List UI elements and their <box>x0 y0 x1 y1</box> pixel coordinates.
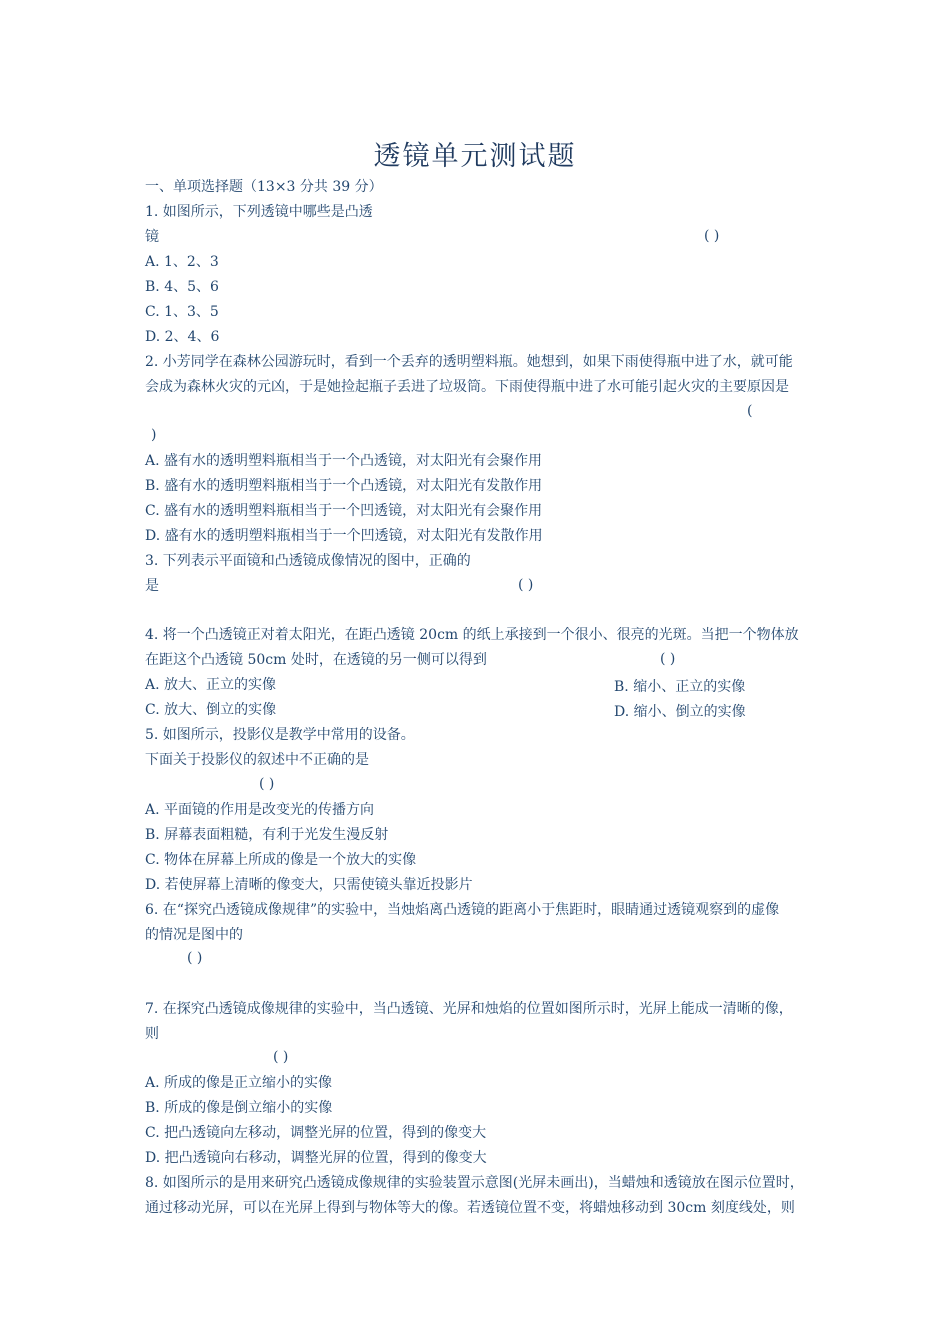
q7-option-b: B. 所成的像是倒立缩小的实像 <box>145 1100 333 1116</box>
q5-option-b: B. 屏幕表面粗糙，有利于光发生漫反射 <box>145 827 389 843</box>
q4-option-c: C. 放大、倒立的实像 <box>145 702 277 718</box>
q5-option-a: A. 平面镜的作用是改变光的传播方向 <box>145 802 375 818</box>
q1-stem: 1. 如图所示，下列透镜中哪些是凸透 <box>145 204 373 220</box>
q1-stem-cont: 镜 <box>145 229 159 245</box>
q3-stem: 3. 下列表示平面镜和凸透镜成像情况的图中，正确的 <box>145 553 471 569</box>
q2-option-d: D. 盛有水的透明塑料瓶相当于一个凹透镜，对太阳光有发散作用 <box>145 528 543 544</box>
q2-option-c: C. 盛有水的透明塑料瓶相当于一个凹透镜，对太阳光有会聚作用 <box>145 503 543 519</box>
q5-stem-line1: 5. 如图所示，投影仪是教学中常用的设备。 <box>145 727 415 743</box>
q5-option-c: C. 物体在屏幕上所成的像是一个放大的实像 <box>145 852 417 868</box>
q4-stem-line2: 在距这个凸透镜 50cm 处时，在透镜的另一侧可以得到 <box>145 652 487 668</box>
q1-option-c: C. 1、3、5 <box>145 304 219 320</box>
q7-stem-line1: 7. 在探究凸透镜成像规律的实验中，当凸透镜、光屏和烛焰的位置如图所示时，光屏上能成一清晰的像， <box>145 1001 793 1017</box>
q1-option-d: D. 2、4、6 <box>145 329 220 345</box>
q7-option-d: D. 把凸透镜向右移动，调整光屏的位置，得到的像变大 <box>145 1150 487 1166</box>
q4-option-b: B. 缩小、正立的实像 <box>614 679 746 695</box>
q1-answer-paren: ( ) <box>704 228 720 244</box>
q1-option-b: B. 4、5、6 <box>145 279 219 295</box>
q6-stem-line1: 6. 在“探究凸透镜成像规律”的实验中，当烛焰离凸透镜的距离小于焦距时，眼睛通过透镜观察到的虚像 <box>145 902 780 918</box>
q5-answer-paren: ( ) <box>259 776 275 792</box>
q2-paren-close: ) <box>151 427 157 443</box>
q2-option-b: B. 盛有水的透明塑料瓶相当于一个凸透镜，对太阳光有发散作用 <box>145 478 543 494</box>
q2-option-a: A. 盛有水的透明塑料瓶相当于一个凸透镜，对太阳光有会聚作用 <box>145 453 543 469</box>
q4-stem-line1: 4. 将一个凸透镜正对着太阳光，在距凸透镜 20cm 的纸上承接到一个很小、很亮的光斑。当把一个物体放 <box>145 627 799 643</box>
q2-stem-line1: 2. 小芳同学在森林公园游玩时，看到一个丢弃的透明塑料瓶。她想到，如果下雨使得瓶中进了水，就可能 <box>145 354 793 370</box>
q2-paren-open: ( <box>747 403 753 419</box>
q4-option-a: A. 放大、正立的实像 <box>145 677 277 693</box>
q7-stem-line2: 则 <box>145 1026 159 1042</box>
q8-stem-line2: 通过移动光屏，可以在光屏上得到与物体等大的像。若透镜位置不变，将蜡烛移动到 30cm 刻度线处，则 <box>145 1200 795 1216</box>
q8-stem-line1: 8. 如图所示的是用来研究凸透镜成像规律的实验装置示意图(光屏未画出)，当蜡烛和透镜放在图示位置时， <box>145 1175 804 1191</box>
q5-option-d: D. 若使屏幕上清晰的像变大，只需使镜头靠近投影片 <box>145 877 473 893</box>
section-heading: 一、单项选择题（13×3 分共 39 分） <box>145 179 383 195</box>
q5-stem-line2: 下面关于投影仪的叙述中不正确的是 <box>145 752 369 768</box>
page-title: 透镜单元测试题 <box>373 141 577 172</box>
q7-option-c: C. 把凸透镜向左移动，调整光屏的位置，得到的像变大 <box>145 1125 487 1141</box>
q6-answer-paren: ( ) <box>187 950 203 966</box>
q4-answer-paren: ( ) <box>660 651 676 667</box>
q7-option-a: A. 所成的像是正立缩小的实像 <box>145 1075 333 1091</box>
q7-answer-paren: ( ) <box>273 1049 289 1065</box>
q1-option-a: A. 1、2、3 <box>145 254 219 270</box>
q3-stem-cont: 是 <box>145 578 159 594</box>
q3-answer-paren: ( ) <box>518 577 534 593</box>
q4-option-d: D. 缩小、倒立的实像 <box>614 704 746 720</box>
q6-stem-line2: 的情况是图中的 <box>145 927 243 943</box>
q2-stem-line2: 会成为森林火灾的元凶，于是她捡起瓶子丢进了垃圾筒。下雨使得瓶中进了水可能引起火灾的主要原因是 <box>145 379 789 395</box>
